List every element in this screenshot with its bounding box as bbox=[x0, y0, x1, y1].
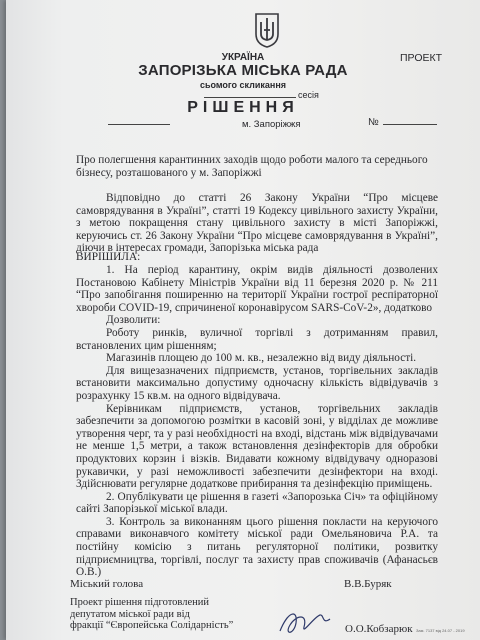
allow-shops: Магазинів площею до 100 м. кв., незалежно від виду діяльності. bbox=[106, 352, 417, 365]
date-blank bbox=[108, 124, 170, 125]
city-name: м. Запоріжжя bbox=[242, 119, 301, 130]
print-mark: Зам. 7137 від 24.07 - 2019 bbox=[416, 628, 465, 633]
council-name: ЗАПОРІЗЬКА МІСЬКА РАДА bbox=[138, 62, 348, 79]
prepared-line: депутатом міської ради від bbox=[70, 608, 190, 620]
prepared-line: фракції “Європейська Солідарність” bbox=[70, 620, 234, 631]
prepared-line: Проект рішення підготовлений bbox=[70, 597, 209, 608]
decision-body bbox=[76, 264, 438, 579]
decision-word: ВИРІШИЛА: bbox=[76, 251, 141, 263]
item-1: 1. На період карантину, окрім видів діяльності дозволених Постановою Кабінету Міністрів України від 11 березня 2020 р. № 211 “Про запобігання поширенню на території України гострої респіраторної хвороби COVID-19, спричиненої коронавірусом SARS-CoV-2», додатково bbox=[76, 264, 438, 314]
project-mark: ПРОЕКТ bbox=[400, 52, 443, 64]
mayor-label: Міський голова bbox=[70, 578, 144, 590]
subject bbox=[76, 154, 428, 179]
number-field bbox=[368, 117, 437, 128]
mayor-name: В.В.Буряк bbox=[344, 578, 392, 590]
subject-line: бізнесу, розташованого у м. Запоріжжі bbox=[76, 166, 262, 179]
preamble: Відповідно до статті 26 Закону України “Про місцеве самоврядування в Україні”, статті 19 Кодексу цивільного захисту України, з метою покращення стану цивільного захисту в місті Запоріжжі, керуючись ст. 26 Закону України “Про місцеве самоврядування в Україні”, діючи в інтересах громади, Запорізька міська рада bbox=[76, 192, 438, 255]
subject-line: Про полегшення карантинних заходів щодо роботи малого та середнього bbox=[76, 154, 428, 166]
visitor-limit: Для вищезазначених підприємств, установ, торгівельних закладів встановити максимально допустиму одночасну кількість відвідувачів з розрахунку 15 кв.м. на одного відвідувача. bbox=[76, 364, 438, 402]
allow-markets: Роботу ринків, вуличної торгівлі з дотриманням правил, встановлених цим рішенням; bbox=[76, 326, 438, 352]
deputy-name: О.О.Кобзарюк bbox=[345, 623, 413, 635]
convocation: сьомого скликання bbox=[199, 80, 287, 90]
item-2: 2. Опублікувати це рішення в газеті «Запорозька Січ» та офіційному сайті Запорізької міської влади. bbox=[76, 490, 438, 516]
heads-duties: Керівникам підприємств, установ, торгівельних закладів забезпечити за допомогою розмітки в касовій зоні, у відділах де можливе утворення черг, та у разі необхідності на вході, відстань між відвідувачами не менше 1,5 метри, а також встановлення дезінфекторів для обробки продуктових корзин і візків. Видавати кожному відвідувачу одноразові рукавички, у разі неможливості забезпечити дезінфектори на вході. Здійснювати регулярне додаткове прибирання та дезінфекцію приміщень. bbox=[76, 402, 438, 491]
item-3: 3. Контроль за виконанням цього рішення покласти на керуючого справами виконавчого комітету міської ради Омельяновича Р.А. та постійну комісію з питань регуляторної політики, розвитку підприємництва, торгівлі, послуг та захисту прав споживачів (Афанасьєв О.В.) bbox=[76, 515, 438, 579]
allow-heading: Дозволити: bbox=[106, 314, 161, 327]
country-name: УКРАЇНА bbox=[221, 52, 265, 63]
session-label: сесія bbox=[298, 90, 319, 100]
handwritten-signature bbox=[274, 605, 334, 639]
document-title: РІШЕННЯ bbox=[187, 99, 299, 116]
prepared-by bbox=[70, 597, 233, 632]
coat-of-arms-icon bbox=[254, 12, 280, 48]
document-page bbox=[6, 0, 480, 640]
number-prefix: № bbox=[368, 117, 379, 128]
